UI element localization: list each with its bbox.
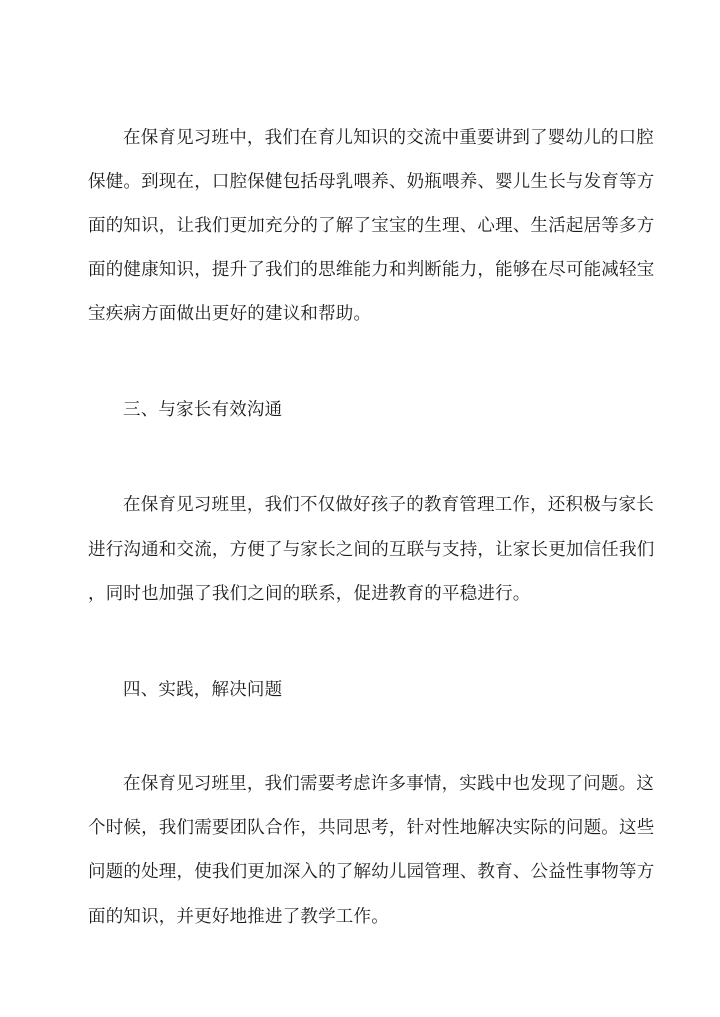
paragraph-1-line-1: 在保育见习班中，我们在育儿知识的交流中重要讲到了婴幼儿的口腔: [123, 128, 654, 148]
paragraph-2-line-3: ，同时也加强了我们之间的联系，促进教育的平稳进行。: [88, 584, 531, 604]
paragraph-1-line-2: 保健。到现在，口腔保健包括母乳喂养、奶瓶喂养、婴儿生长与发育等方: [88, 172, 655, 192]
paragraph-3-line-3: 问题的处理，使我们更加深入的了解幼儿园管理、教育、公益性事物等方: [88, 862, 655, 882]
paragraph-1-line-4: 面的健康知识，提升了我们的思维能力和判断能力，能够在尽可能减轻宝: [88, 260, 655, 280]
paragraph-3-line-2: 个时候，我们需要团队合作，共同思考，针对性地解决实际的问题。这些: [88, 818, 655, 838]
paragraph-3-line-4: 面的知识，并更好地推进了教学工作。: [88, 907, 389, 927]
paragraph-1-line-3: 面的知识，让我们更加充分的了解了宝宝的生理、心理、生活起居等多方: [88, 216, 655, 236]
paragraph-2-line-2: 进行沟通和交流，方便了与家长之间的互联与支持，让家长更加信任我们: [88, 540, 655, 560]
paragraph-3-line-1: 在保育见习班里，我们需要考虑许多事情，实践中也发现了问题。这: [123, 774, 654, 794]
section-heading-4: 四、实践，解决问题: [123, 680, 283, 700]
paragraph-1-line-5: 宝疾病方面做出更好的建议和帮助。: [88, 304, 372, 324]
paragraph-2-line-1: 在保育见习班里，我们不仅做好孩子的教育管理工作，还积极与家长: [123, 495, 654, 515]
section-heading-3: 三、与家长有效沟通: [123, 400, 283, 420]
